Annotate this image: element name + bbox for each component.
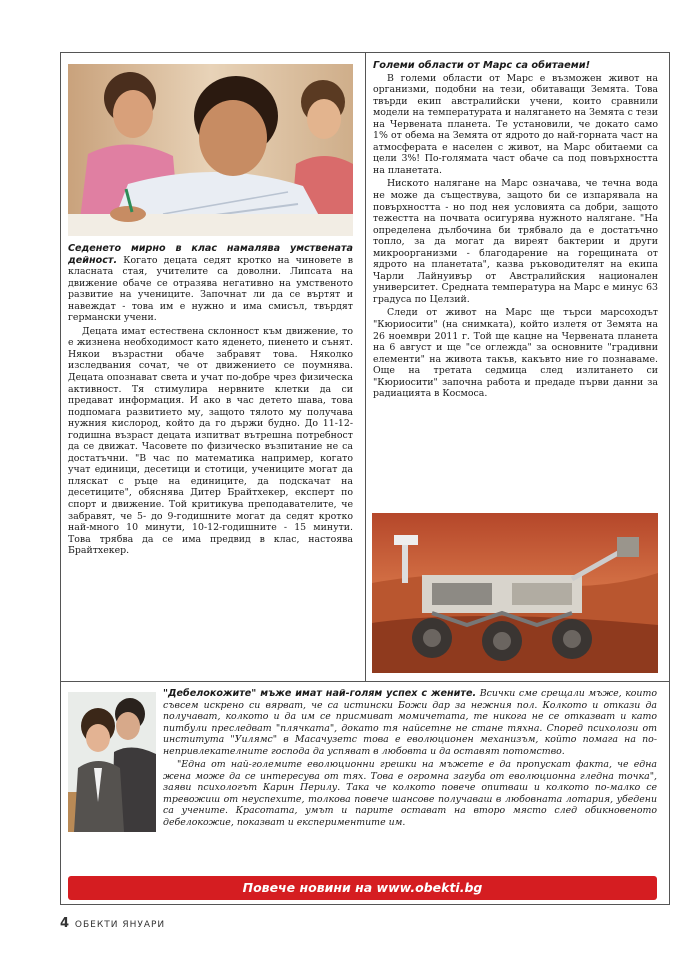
left-article-para-1 — [68, 243, 353, 324]
bottom-article-para-2: "Една от най-големите еволюционни грешки на мъжете е да пропускат факта, че една жена може да се интересува от тях. Това е огромна загуба от еволюционна гледна точка", заяви психологът Карин Перилу. Така че колкото повече опитваш и колкото по-малко се тревожиш от неуспехите, толкова повече шансове получаваш в любовната лотария, убедени са учените. Красотата, умът и парите остават на второ място след обикновеното дебелокожие, показват и експериментите им. — [163, 759, 657, 829]
left-article-text: Когато децата седят кротко на чиновете в класната стая, учителите са доволни. Липсата на движение обаче се отразява негативно на умственото развитие на учениците. Започнат ли да се въртят и навеждат - това им е нужно и има смисъл, твърдят германски учени. — [68, 254, 353, 324]
right-article — [373, 60, 658, 402]
more-news-banner[interactable]: Повече новини на www.obekti.bg — [68, 876, 657, 900]
mars-rover-photo — [372, 513, 658, 673]
bottom-article-lead: "Дебелокожите" мъже имат най-голям успех с жените. — [163, 688, 477, 699]
section-divider — [60, 681, 670, 682]
bottom-article-para-1 — [163, 688, 657, 757]
right-article-title: Големи области от Марс са обитаеми! — [373, 60, 591, 71]
right-article-para-1: В големи области от Марс е възможен живот на организми, подобни на тези, обитаващи Земята. Това твърди екип австралийски учени, които сравнили модели на температурата и налягането на Земята с тези на Червената планета. Те установили, че докато само 1% от обема на Земята от ядрото до най-горната част на атмосферата е населен с живот, на Марс обитаеми са цели 3%! По-голямата част обаче са под повърхността на планетата. — [373, 72, 658, 176]
page-footer — [60, 916, 165, 931]
bottom-article — [68, 688, 657, 831]
bottom-article-text: Всички сме срещали мъже, които съвсем искрено си вярват, че са истински Божи дар за нежния пол. Колкото и откази да получават, колкото и да им се присмиват момичетата, те никога не се отказват и като питбули преследват "плячката", докато тя найсетне не стане тяхна. Според психолози от института "Уилямс" в Масачузетс това е еволюционен механизъм, който помага на по-непривлекателните господа да успяват в любовта и да оставят потомство. — [163, 688, 658, 757]
page-number: 4 — [60, 916, 70, 931]
right-article-para-2: Ниското налягане на Марс означава, че течна вода не може да съществува, защото би се изпарявала на повърхността - но под нея условията са добри, защото тежестта на почвата осигурява нужното налягане. "На определена дълбочина би трябвало да е достатъчно топло, за да могат да виреят бактерии и други микроорганизми - благодарение на горещината от ядрото на планетата", казва ръководителят на екипа Чарли Лайнуивър от Австралийския национален университет. Средната температура на Марс е минус 63 градуса по Целзий. — [373, 178, 658, 305]
footer-label: ОБЕКТИ ЯНУАРИ — [74, 920, 166, 930]
left-article-lead: Седенето мирно в клас намалява умствената дейност. — [68, 243, 353, 266]
left-article-para-2: Децата имат естествена склонност към движение, то е жизнена необходимост като яденето, пиенето и сънят. Някои възрастни обаче забравят това. Няколко изследвания сочат, че от движението се поумнява. Децата опознават света и учат по-добре чрез физическа активност. Тя стимулира нервните клетки да си предават информация. И ако в час детето шава, това подпомага развитието му, защото тялото му получава нужния кислород, който да го държи будно. До 11-12-годишна възраст децата изпитват вътрешна потребност да се движат. Часовете по физическо възпитание не са достатъчни. "В час по математика например, когато учат единици, десетици и стотици, учениците могат да пляскат с ръце на единиците, да подскачат на десетиците", обяснява Дитер Брайтхекер, експерт по спорт и движение. Той критикува преподавателите, че забравят, че 5- до 9-годишните могат да седят кротко най-много 10 минути, 10-12-годишните - 15 минути. Това трябва да се има предвид в клас, настоява Брайтхекер. — [68, 325, 353, 557]
column-divider — [365, 52, 366, 681]
classroom-boy-photo — [68, 64, 353, 236]
right-article-para-3: Следи от живот на Марс ще търси марсоходът "Кюриосити" (на снимката), който излетя от Земята на 26 ноември 2011 г. Той ще кацне на Червената планета на 6 август и ще "се оглежда" за основните "градивни елементи" на живота такъв, какъвто ние го познаваме. Още на третата седмица след излитането си "Кюриосити" започна работа и предаде първи данни за радиацията в Космоса. — [373, 307, 658, 400]
left-article — [68, 243, 353, 559]
